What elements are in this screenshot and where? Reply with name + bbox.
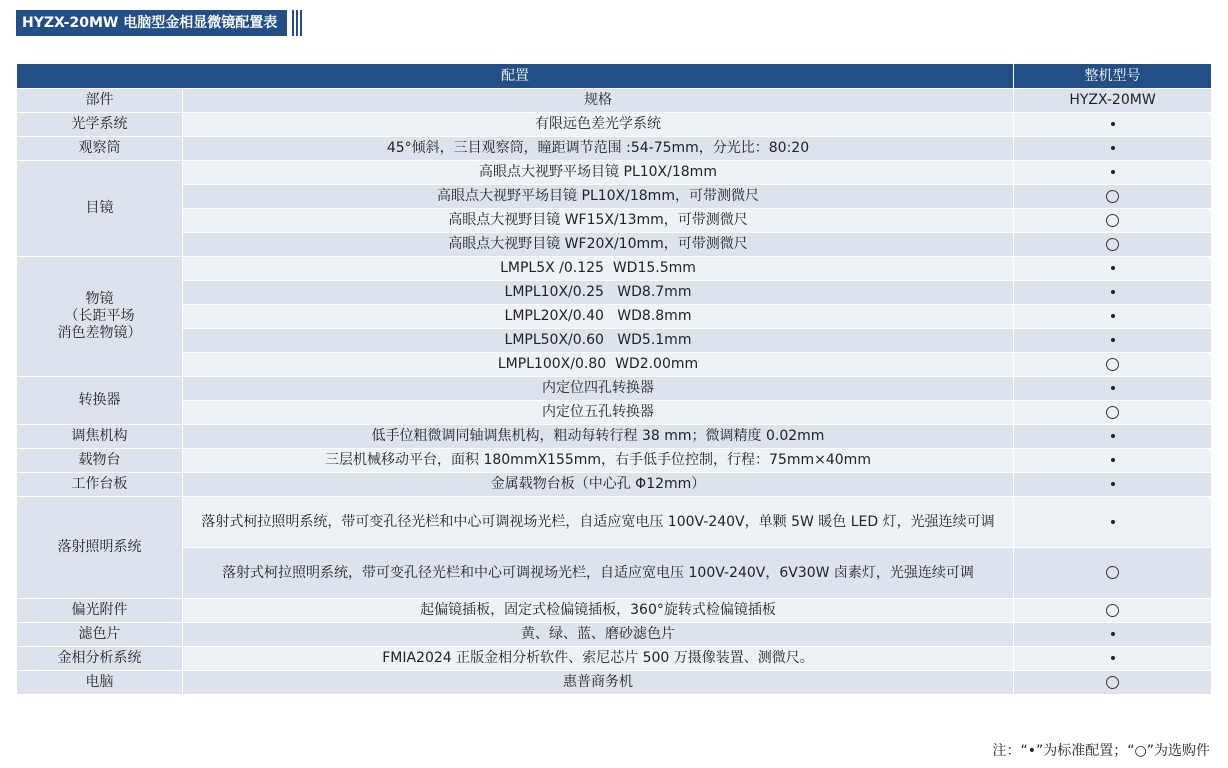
spec-cell: 落射式柯拉照明系统，带可变孔径光栏和中心可调视场光栏，自适应宽电压 100V-240V，单颗 5W 暖色 LED 灯，光强连续可调 bbox=[183, 497, 1014, 548]
spec-cell: 有限远色差光学系统 bbox=[183, 113, 1014, 137]
circle-icon bbox=[1106, 190, 1119, 203]
header-config: 配置 bbox=[17, 64, 1014, 89]
spec-cell: 低手位粗微调同轴调焦机构，粗动每转行程 38 mm；微调精度 0.02mm bbox=[183, 425, 1014, 449]
part-cell: 目镜 bbox=[17, 161, 183, 257]
dot-icon bbox=[1111, 656, 1115, 660]
model-mark-cell bbox=[1014, 497, 1212, 548]
spec-cell: LMPL5X /0.125 WD15.5mm bbox=[183, 257, 1014, 281]
part-cell: 转换器 bbox=[17, 377, 183, 425]
circle-icon bbox=[1106, 566, 1119, 579]
table-row bbox=[17, 137, 1212, 161]
table-row bbox=[17, 281, 1212, 305]
title-bar bbox=[16, 10, 302, 36]
part-cell: 滤色片 bbox=[17, 623, 183, 647]
spec-cell: 高眼点大视野平场目镜 PL10X/18mm，可带测微尺 bbox=[183, 185, 1014, 209]
model-mark-cell bbox=[1014, 161, 1212, 185]
part-cell: 金相分析系统 bbox=[17, 647, 183, 671]
model-mark-cell bbox=[1014, 473, 1212, 497]
header-model: 整机型号 bbox=[1014, 64, 1212, 89]
spec-cell: 惠普商务机 bbox=[183, 671, 1014, 695]
subheader-model: HYZX-20MW bbox=[1014, 89, 1212, 113]
circle-icon bbox=[1106, 676, 1119, 689]
model-mark-cell bbox=[1014, 329, 1212, 353]
spec-cell: LMPL100X/0.80 WD2.00mm bbox=[183, 353, 1014, 377]
dot-icon bbox=[1111, 290, 1115, 294]
dot-icon bbox=[1111, 434, 1115, 438]
table-row bbox=[17, 473, 1212, 497]
table-row bbox=[17, 329, 1212, 353]
table-row bbox=[17, 647, 1212, 671]
dot-icon bbox=[1111, 314, 1115, 318]
dot-icon bbox=[1111, 266, 1115, 270]
table-row bbox=[17, 305, 1212, 329]
table-row bbox=[17, 113, 1212, 137]
model-mark-cell bbox=[1014, 185, 1212, 209]
part-cell: 偏光附件 bbox=[17, 599, 183, 623]
subheader-part: 部件 bbox=[17, 89, 183, 113]
spec-cell: 起偏镜插板，固定式检偏镜插板，360°旋转式检偏镜插板 bbox=[183, 599, 1014, 623]
model-mark-cell bbox=[1014, 647, 1212, 671]
part-cell: 落射照明系统 bbox=[17, 497, 183, 599]
spec-cell: 高眼点大视野目镜 WF15X/13mm，可带测微尺 bbox=[183, 209, 1014, 233]
subheader-spec: 规格 bbox=[183, 89, 1014, 113]
title-decoration bbox=[290, 10, 302, 36]
spec-cell: 高眼点大视野目镜 WF20X/10mm，可带测微尺 bbox=[183, 233, 1014, 257]
config-table bbox=[16, 63, 1212, 695]
model-mark-cell bbox=[1014, 113, 1212, 137]
dot-icon bbox=[1111, 170, 1115, 174]
model-mark-cell bbox=[1014, 257, 1212, 281]
table-row bbox=[17, 233, 1212, 257]
spec-cell: LMPL50X/0.60 WD5.1mm bbox=[183, 329, 1014, 353]
spec-cell: FMIA2024 正版金相分析软件、索尼芯片 500 万摄像装置、测微尺。 bbox=[183, 647, 1014, 671]
dot-icon bbox=[1111, 632, 1115, 636]
part-cell: 调焦机构 bbox=[17, 425, 183, 449]
model-mark-cell bbox=[1014, 281, 1212, 305]
model-mark-cell bbox=[1014, 353, 1212, 377]
table-row bbox=[17, 548, 1212, 599]
circle-icon bbox=[1106, 406, 1119, 419]
model-mark-cell bbox=[1014, 425, 1212, 449]
model-mark-cell bbox=[1014, 209, 1212, 233]
page-title: HYZX-20MW 电脑型金相显微镜配置表 bbox=[16, 10, 287, 36]
dot-icon bbox=[1111, 482, 1115, 486]
spec-cell: 三层机械移动平台，面积 180mmX155mm，右手低手位控制，行程：75mm×40mm bbox=[183, 449, 1014, 473]
circle-icon bbox=[1106, 214, 1119, 227]
table-row bbox=[17, 425, 1212, 449]
legend-note: 注：“•”为标准配置；“○”为选购件 bbox=[992, 743, 1210, 759]
spec-cell: 金属载物台板（中心孔 Φ12mm） bbox=[183, 473, 1014, 497]
circle-icon bbox=[1106, 358, 1119, 371]
model-mark-cell bbox=[1014, 623, 1212, 647]
model-mark-cell bbox=[1014, 599, 1212, 623]
spec-cell: 落射式柯拉照明系统，带可变孔径光栏和中心可调视场光栏，自适应宽电压 100V-240V，6V30W 卤素灯，光强连续可调 bbox=[183, 548, 1014, 599]
table-row bbox=[17, 185, 1212, 209]
circle-icon bbox=[1106, 604, 1119, 617]
table-row bbox=[17, 377, 1212, 401]
model-mark-cell bbox=[1014, 233, 1212, 257]
spec-cell: 高眼点大视野平场目镜 PL10X/18mm bbox=[183, 161, 1014, 185]
spec-cell: 黄、绿、蓝、磨砂滤色片 bbox=[183, 623, 1014, 647]
table-row bbox=[17, 401, 1212, 425]
part-cell: 物镜 （长距平场 消色差物镜） bbox=[17, 257, 183, 377]
dot-icon bbox=[1111, 146, 1115, 150]
table-row bbox=[17, 449, 1212, 473]
model-mark-cell bbox=[1014, 305, 1212, 329]
model-mark-cell bbox=[1014, 548, 1212, 599]
table-row bbox=[17, 671, 1212, 695]
table-body bbox=[17, 89, 1212, 695]
table-row bbox=[17, 161, 1212, 185]
model-mark-cell bbox=[1014, 401, 1212, 425]
table-row bbox=[17, 497, 1212, 548]
dot-icon bbox=[1111, 458, 1115, 462]
part-cell: 光学系统 bbox=[17, 113, 183, 137]
dot-icon bbox=[1111, 338, 1115, 342]
model-mark-cell bbox=[1014, 377, 1212, 401]
circle-icon bbox=[1106, 238, 1119, 251]
model-mark-cell bbox=[1014, 671, 1212, 695]
dot-icon bbox=[1111, 520, 1115, 524]
spec-cell: 45°倾斜，三目观察筒，瞳距调节范围 :54-75mm，分光比：80:20 bbox=[183, 137, 1014, 161]
spec-cell: LMPL10X/0.25 WD8.7mm bbox=[183, 281, 1014, 305]
table-row bbox=[17, 623, 1212, 647]
spec-cell: LMPL20X/0.40 WD8.8mm bbox=[183, 305, 1014, 329]
spec-cell: 内定位五孔转换器 bbox=[183, 401, 1014, 425]
part-cell: 载物台 bbox=[17, 449, 183, 473]
model-mark-cell bbox=[1014, 449, 1212, 473]
model-mark-cell bbox=[1014, 137, 1212, 161]
dot-icon bbox=[1111, 386, 1115, 390]
table-row bbox=[17, 599, 1212, 623]
table-subheader-row bbox=[17, 89, 1212, 113]
table-row bbox=[17, 353, 1212, 377]
table-row bbox=[17, 209, 1212, 233]
part-cell: 观察筒 bbox=[17, 137, 183, 161]
table-row bbox=[17, 257, 1212, 281]
dot-icon bbox=[1111, 122, 1115, 126]
part-cell: 电脑 bbox=[17, 671, 183, 695]
spec-cell: 内定位四孔转换器 bbox=[183, 377, 1014, 401]
part-cell: 工作台板 bbox=[17, 473, 183, 497]
